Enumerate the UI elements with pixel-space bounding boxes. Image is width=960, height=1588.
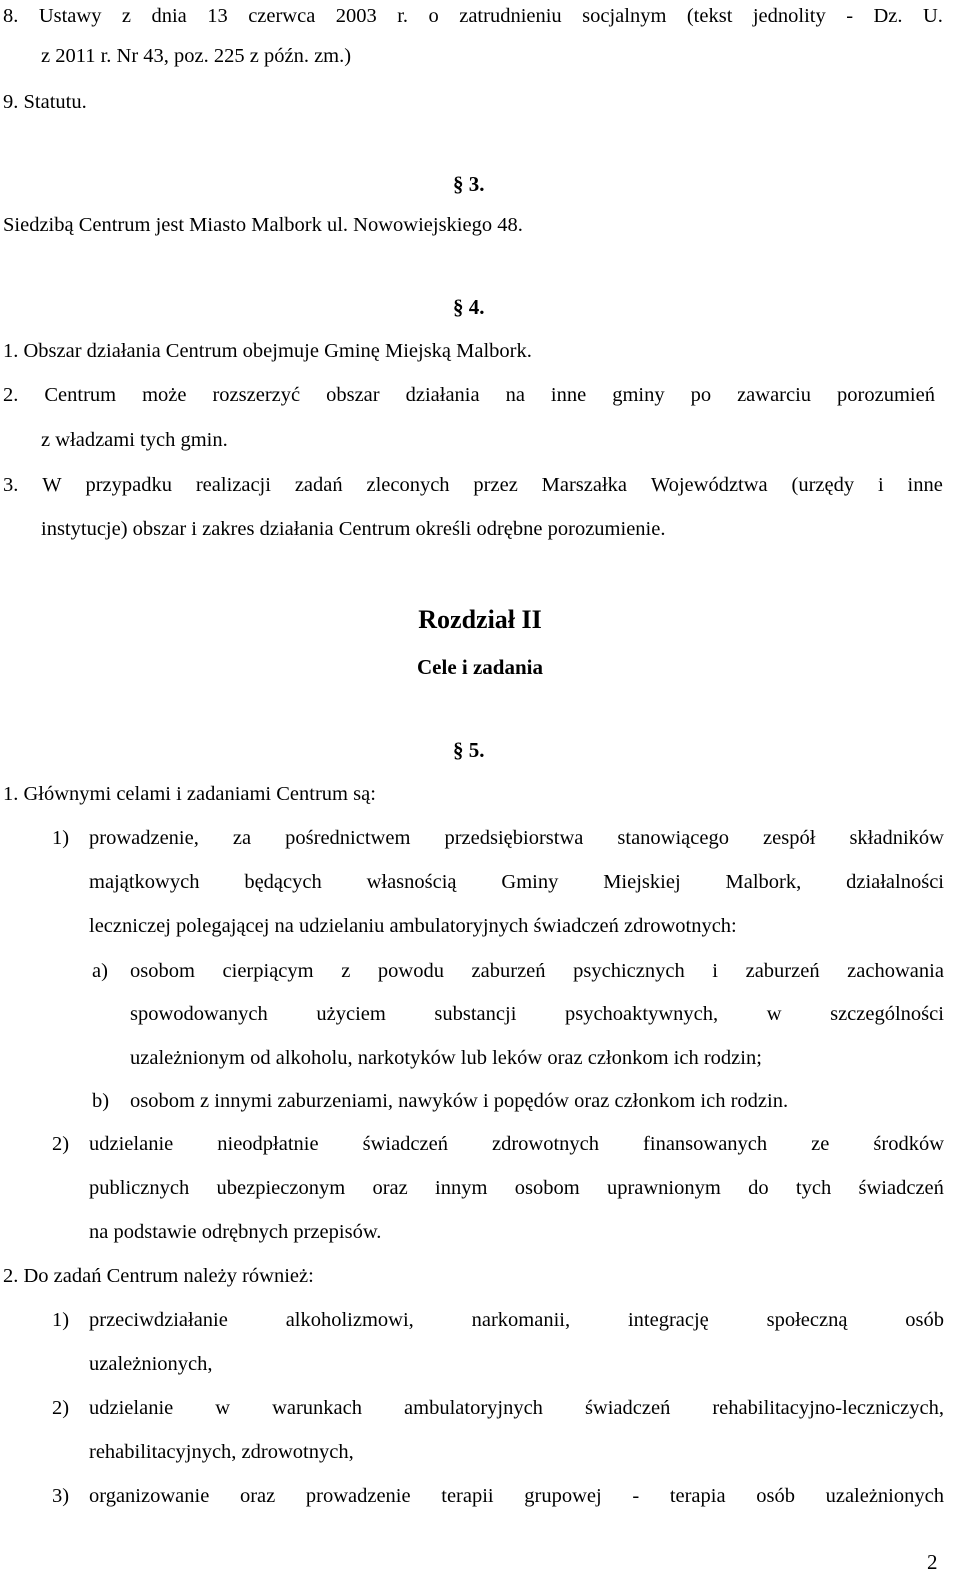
paragraph-3-heading: § 3. bbox=[453, 172, 485, 196]
word: uzależnionych bbox=[825, 1485, 944, 1507]
word: pośrednictwem bbox=[285, 827, 411, 849]
word: na bbox=[505, 384, 525, 406]
word: - bbox=[632, 1485, 640, 1507]
word: majątkowych bbox=[89, 871, 200, 893]
word: osób bbox=[756, 1485, 795, 1507]
paragraph-4-point-2-line2: z władzami tych gmin. bbox=[41, 429, 228, 451]
word: cierpiącym bbox=[222, 960, 314, 982]
word: Marszałka bbox=[541, 474, 628, 496]
word: organizowanie bbox=[89, 1485, 210, 1507]
word: tych bbox=[795, 1177, 832, 1199]
word: ubezpieczonym bbox=[216, 1177, 346, 1199]
word: osób bbox=[905, 1309, 944, 1331]
word: może bbox=[142, 384, 187, 406]
task-2-line1 bbox=[89, 1398, 944, 1419]
word: przypadku bbox=[85, 474, 172, 496]
item-1-line3: leczniczej polegającej na udzielaniu ambulatoryjnych świadczeń zdrowotnych: bbox=[89, 915, 737, 937]
word: stanowiącego bbox=[617, 827, 729, 849]
chapter-title: Rozdział II bbox=[418, 605, 542, 634]
word: - bbox=[846, 5, 854, 27]
word: dnia bbox=[151, 5, 187, 27]
paragraph-4-point-1: 1. Obszar działania Centrum obejmuje Gminę Miejską Malbork. bbox=[3, 340, 532, 362]
word: terapii bbox=[441, 1485, 494, 1507]
word: osobom bbox=[514, 1177, 580, 1199]
word: użyciem bbox=[316, 1003, 386, 1025]
item-2-line3: na podstawie odrębnych przepisów. bbox=[89, 1221, 382, 1243]
word: (tekst bbox=[686, 5, 733, 27]
word: udzielanie bbox=[89, 1133, 174, 1155]
word: przez bbox=[473, 474, 518, 496]
task-1-number: 1) bbox=[52, 1309, 70, 1331]
word: i bbox=[877, 474, 884, 496]
word: działalności bbox=[846, 871, 944, 893]
word: będących bbox=[244, 871, 322, 893]
item-2-line1 bbox=[89, 1134, 944, 1155]
word: jednolity bbox=[752, 5, 826, 27]
paragraph-5-point-1: 1. Głównymi celami i zadaniami Centrum są: bbox=[3, 783, 376, 805]
word: działania bbox=[405, 384, 480, 406]
word: oraz bbox=[239, 1485, 276, 1507]
word: uprawnionym bbox=[606, 1177, 721, 1199]
word: za bbox=[232, 827, 252, 849]
word: narkomanii, bbox=[471, 1309, 571, 1331]
word: ze bbox=[811, 1133, 830, 1155]
word: i bbox=[712, 960, 718, 982]
word: środków bbox=[873, 1133, 944, 1155]
word: zachowania bbox=[847, 960, 944, 982]
paragraph-4-heading: § 4. bbox=[453, 295, 485, 319]
word: Województwa bbox=[650, 474, 768, 496]
word: społeczną bbox=[766, 1309, 848, 1331]
word: zadań bbox=[294, 474, 343, 496]
word: Malbork, bbox=[725, 871, 802, 893]
word: obszar bbox=[326, 384, 380, 406]
paragraph-5-point-2: 2. Do zadań Centrum należy również: bbox=[3, 1265, 314, 1287]
word: z bbox=[121, 5, 132, 27]
word: do bbox=[748, 1177, 769, 1199]
paragraph-4-point-2-line1 bbox=[3, 385, 935, 406]
word: zaburzeń bbox=[745, 960, 820, 982]
word: ambulatoryjnych bbox=[404, 1397, 543, 1419]
word: 2003 bbox=[335, 5, 377, 27]
paragraph-4-point-3-line1 bbox=[3, 475, 943, 496]
item-2-line2 bbox=[89, 1178, 944, 1199]
list-item-8-line2: z 2011 r. Nr 43, poz. 225 z późn. zm.) bbox=[41, 45, 352, 67]
word: 13 bbox=[207, 5, 228, 27]
word: publicznych bbox=[89, 1177, 190, 1199]
word: z bbox=[341, 960, 351, 982]
word: realizacji bbox=[195, 474, 271, 496]
task-1-line1 bbox=[89, 1310, 944, 1331]
word: porozumień bbox=[837, 384, 935, 406]
word: zdrowotnych bbox=[492, 1133, 600, 1155]
word: zleconych bbox=[366, 474, 450, 496]
word: po bbox=[690, 384, 712, 406]
word: innym bbox=[435, 1177, 488, 1199]
word: udzielanie bbox=[89, 1397, 174, 1419]
paragraph-4-point-3-line2: instytucje) obszar i zakres działania Centrum określi odrębne porozumienie. bbox=[41, 518, 666, 540]
word: świadczeń bbox=[584, 1397, 671, 1419]
list-item-8-line1 bbox=[3, 6, 943, 27]
word: oraz bbox=[372, 1177, 408, 1199]
word: w bbox=[766, 1003, 782, 1025]
item-1-number: 1) bbox=[52, 827, 70, 849]
word: 2. bbox=[3, 384, 19, 406]
word: zespół bbox=[763, 827, 816, 849]
word: prowadzenie bbox=[305, 1485, 411, 1507]
word: w bbox=[215, 1397, 231, 1419]
word: czerwca bbox=[248, 5, 316, 27]
item-1-line1 bbox=[89, 828, 944, 849]
item-2-number: 2) bbox=[52, 1133, 70, 1155]
word: psychicznych bbox=[573, 960, 685, 982]
task-3-line1 bbox=[89, 1486, 944, 1507]
word: o bbox=[428, 5, 439, 27]
word: składników bbox=[849, 827, 944, 849]
word: 3. bbox=[3, 474, 19, 496]
word: inne bbox=[907, 474, 943, 496]
word: Centrum bbox=[44, 384, 117, 406]
word: Ustawy bbox=[38, 5, 102, 27]
word: zawarciu bbox=[737, 384, 812, 406]
page-number: 2 bbox=[927, 1550, 938, 1574]
chapter-subtitle: Cele i zadania bbox=[417, 655, 543, 679]
word: warunkach bbox=[272, 1397, 363, 1419]
item-1-line2 bbox=[89, 872, 944, 893]
task-3-number: 3) bbox=[52, 1485, 70, 1507]
word: integrację bbox=[627, 1309, 709, 1331]
word: osobom bbox=[130, 960, 195, 982]
paragraph-3-text: Siedzibą Centrum jest Miasto Malbork ul. Nowowiejskiego 48. bbox=[3, 214, 523, 236]
word: U. bbox=[922, 5, 943, 27]
word: Gminy bbox=[501, 871, 559, 893]
word: substancji bbox=[434, 1003, 517, 1025]
word: własnością bbox=[366, 871, 457, 893]
word: terapia bbox=[669, 1485, 726, 1507]
word: psychoaktywnych, bbox=[564, 1003, 719, 1025]
word: zatrudnieniu bbox=[459, 5, 562, 27]
word: finansowanych bbox=[643, 1133, 768, 1155]
word: (urzędy bbox=[791, 474, 855, 496]
item-b-letter: b) bbox=[92, 1090, 110, 1112]
word: rozszerzyć bbox=[212, 384, 301, 406]
word: Dz. bbox=[873, 5, 903, 27]
word: powodu bbox=[377, 960, 444, 982]
word: zaburzeń bbox=[471, 960, 546, 982]
word: spowodowanych bbox=[130, 1003, 268, 1025]
word: alkoholizmowi, bbox=[285, 1309, 414, 1331]
word: rehabilitacyjno-leczniczych, bbox=[712, 1397, 944, 1419]
word: przedsiębiorstwa bbox=[444, 827, 584, 849]
task-2-line2: rehabilitacyjnych, zdrowotnych, bbox=[89, 1441, 354, 1463]
word: przeciwdziałanie bbox=[89, 1309, 228, 1331]
item-a-line1 bbox=[130, 961, 944, 982]
word: 8. bbox=[3, 5, 19, 27]
word: Miejskiej bbox=[603, 871, 681, 893]
word: świadczeń bbox=[362, 1133, 448, 1155]
word: socjalnym bbox=[582, 5, 667, 27]
word: szczególności bbox=[830, 1003, 944, 1025]
list-item-9: 9. Statutu. bbox=[3, 91, 87, 113]
word: nieodpłatnie bbox=[217, 1133, 319, 1155]
item-a-line3: uzależnionym od alkoholu, narkotyków lub leków oraz członkom ich rodzin; bbox=[130, 1047, 762, 1069]
task-1-line2: uzależnionych, bbox=[89, 1353, 213, 1375]
word: inne bbox=[550, 384, 587, 406]
word: r. bbox=[397, 5, 409, 27]
item-b-line1: osobom z innymi zaburzeniami, nawyków i popędów oraz członkom ich rodzin. bbox=[130, 1090, 789, 1112]
item-a-letter: a) bbox=[92, 960, 108, 982]
word: świadczeń bbox=[858, 1177, 944, 1199]
paragraph-5-heading: § 5. bbox=[453, 738, 485, 762]
item-a-line2 bbox=[130, 1004, 944, 1025]
word: gminy bbox=[612, 384, 665, 406]
task-2-number: 2) bbox=[52, 1397, 70, 1419]
word: W bbox=[42, 474, 62, 496]
word: prowadzenie, bbox=[89, 827, 199, 849]
word: grupowej bbox=[524, 1485, 602, 1507]
